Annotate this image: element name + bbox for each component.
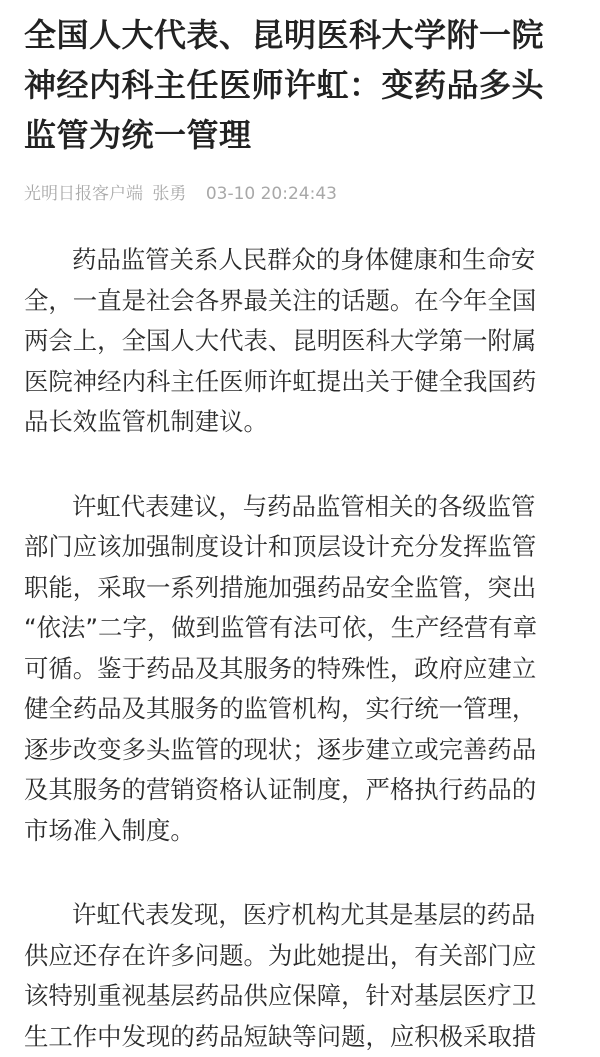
paragraph-line: 该特别重视基层药品供应保障，针对基层医疗卫 <box>24 976 572 1017</box>
paragraph-line: 逐步改变多头监管的现状；逐步建立或完善药品 <box>24 730 572 771</box>
paragraph-line: 及其服务的营销资格认证制度，严格执行药品的 <box>24 770 572 811</box>
source-link[interactable]: 光明日报客户端 <box>24 184 143 204</box>
paragraph <box>24 487 572 852</box>
paragraph <box>24 240 572 443</box>
paragraph-line: 两会上，全国人大代表、昆明医科大学第一附属 <box>24 321 572 362</box>
paragraph-line: 品长效监管机制建议。 <box>24 402 572 443</box>
article <box>0 10 600 1044</box>
article-meta <box>24 182 572 206</box>
article-title <box>24 10 572 160</box>
paragraph-line: “依法”二字，做到监管有法可依，生产经营有章 <box>24 608 572 649</box>
paragraph-line: 健全药品及其服务的监管机构，实行统一管理， <box>24 689 572 730</box>
paragraph-line: 职能，采取一系列措施加强药品安全监管，突出 <box>24 568 572 609</box>
paragraph-line: 医院神经内科主任医师许虹提出关于健全我国药 <box>24 362 572 403</box>
author-name: 张勇 <box>152 184 186 204</box>
paragraph-line: 市场准入制度。 <box>24 811 572 852</box>
article-body <box>24 240 572 1057</box>
publish-datetime: 03-10 20:24:43 <box>206 184 337 204</box>
paragraph-line: 药品监管关系人民群众的身体健康和生命安 <box>24 240 572 281</box>
paragraph-line: 生工作中发现的药品短缺等问题，应积极采取措 <box>24 1017 572 1057</box>
paragraph-line: 全，一直是社会各界最关注的话题。在今年全国 <box>24 281 572 322</box>
paragraph <box>24 895 572 1057</box>
paragraph-line: 许虹代表建议，与药品监管相关的各级监管 <box>24 487 572 528</box>
title-line: 神经内科主任医师许虹：变药品多头 <box>24 60 572 110</box>
paragraph-line: 部门应该加强制度设计和顶层设计充分发挥监管 <box>24 527 572 568</box>
paragraph-line: 许虹代表发现，医疗机构尤其是基层的药品 <box>24 895 572 936</box>
title-line: 监管为统一管理 <box>24 110 572 160</box>
paragraph-line: 可循。鉴于药品及其服务的特殊性，政府应建立 <box>24 649 572 690</box>
title-line: 全国人大代表、昆明医科大学附一院 <box>24 10 572 60</box>
paragraph-line: 供应还存在许多问题。为此她提出，有关部门应 <box>24 936 572 977</box>
